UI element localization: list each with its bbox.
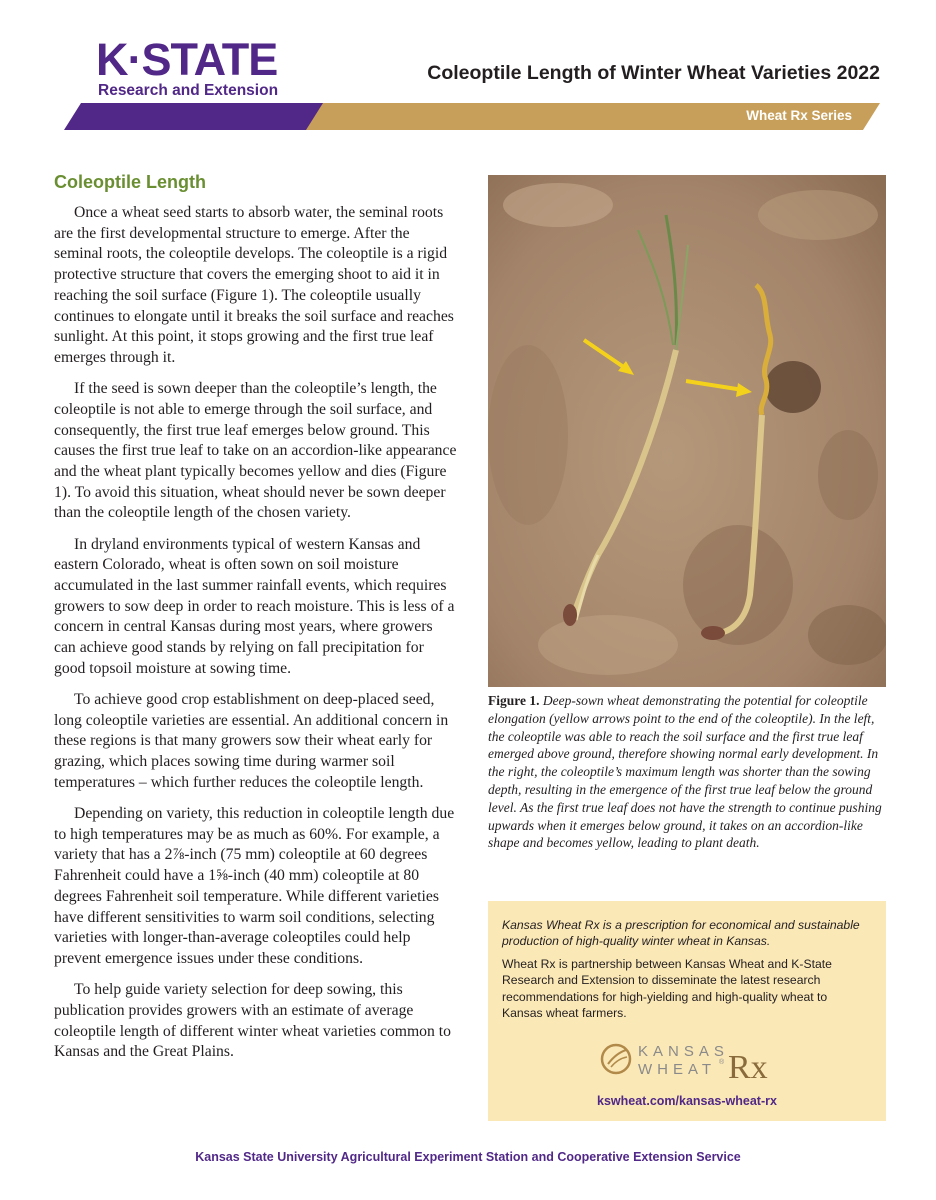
paragraph: Once a wheat seed starts to absorb water, the seminal roots are the first developmental structure to emerge. After the seminal roots, the coleoptile develops. The coleoptile is a rigid protective structure that covers the emerging shoot to aid it in reaching the soil surface (Figure 1). The coleoptile usually continues to elongate until it breaks the soil surface and reaches sunlight. At this point, it stops growing and the first true leaf emerges through it. xyxy=(54,204,454,366)
logo-kansas-text: KANSAS xyxy=(638,1043,729,1060)
logo-wheat-text: WHEAT xyxy=(638,1061,717,1078)
promo-intro: Kansas Wheat Rx is a prescription for economical and sustainable production of high-quality winter wheat in Kansas. xyxy=(502,918,860,949)
promo-body: Wheat Rx is partnership between Kansas Wheat and K-State Research and Extension to disseminate the latest research recommendations for high-yielding and high-quality wheat to Kansas wheat farmers. xyxy=(502,956,832,1021)
section-heading: Coleoptile Length xyxy=(54,172,206,192)
wheat-rx-promo-box xyxy=(488,901,886,1121)
series-label: Wheat Rx Series xyxy=(746,108,852,123)
document-title: Coleoptile Length of Winter Wheat Varieties 2022 xyxy=(427,62,880,84)
figure-caption-text: Deep-sown wheat demonstrating the potential for coleoptile elongation (yellow arrows point to the end of the coleoptile). In the left, the coleoptile was able to reach the soil surface and the first true leaf emerged above ground, therefore showing normal early development. In the right, the coleoptile’s maximum length was shorter than the sowing depth, resulting in the emergence of the first true leaf below the ground level. As the first true leaf does not have the strength to continue pushing upwards when it emerges below ground, it takes on an accordion-like shape and becomes yellow, leading to plant death. xyxy=(488,693,882,851)
figure-photo xyxy=(488,175,886,687)
figure-caption xyxy=(488,692,888,852)
kstate-logo xyxy=(96,34,306,100)
kswheat-link[interactable]: kswheat.com/kansas-wheat-rx xyxy=(597,1094,777,1108)
paragraph: In dryland environments typical of western Kansas and eastern Colorado, wheat is often sown on soil moisture accumulated in the last summer rainfall events, which requires growers to sow deep in order to reach moisture. This is less of a concern in central Kansas during most years, where growers can achieve good stands by relying on fall precipitation for good topsoil moisture at sowing time. xyxy=(54,535,455,677)
logo-subtitle: Research and Extension xyxy=(98,82,279,99)
kansas-wheat-rx-logo xyxy=(598,1034,778,1084)
header-band-purple xyxy=(64,103,328,130)
logo-wordmark: K·STATE xyxy=(96,34,278,85)
logo-trademark: ® xyxy=(719,1059,725,1066)
article-body xyxy=(54,203,458,1073)
paragraph: Depending on variety, this reduction in coleoptile length due to high temperatures may be as much as 60%. For example, a variety that has a 2⅞-inch (75 mm) coleoptile at 60 degrees Fahrenheit could have a 1⅝-inch (40 mm) coleoptile at 80 degrees Fahrenheit soil temperature. While different varieties have different sensitivities to warm soil conditions, selecting varieties with longer-than-average coleoptiles could help prevent emergence issues under these conditions. xyxy=(54,804,455,967)
paragraph: To help guide variety selection for deep sowing, this publication provides growers with an estimate of average coleoptile length of different winter wheat varieties common to Kansas and the Great Plains. xyxy=(54,981,451,1061)
paragraph: If the seed is sown deeper than the coleoptile’s length, the coleoptile is not able to emerge through the soil surface, and consequently, the first true leaf emerges below ground. This causes the first true leaf to take on an accordion-like appearance and the wheat plant typically becomes yellow and dies (Figure 1). To avoid this situation, wheat should never be sown deeper than the coleoptile length of the chosen variety. xyxy=(54,380,457,522)
wheat-emblem-icon xyxy=(602,1045,630,1073)
paragraph: To achieve good crop establishment on deep-placed seed, long coleoptile varieties are essential. An additional concern in these regions is that many growers sow their wheat early for grazing, which places sowing time during warmer soil temperatures – which further reduces the coleoptile length. xyxy=(54,690,449,791)
figure-label: Figure 1. xyxy=(488,693,540,708)
logo-rx-text: Rx xyxy=(728,1049,768,1084)
footer-text: Kansas State University Agricultural Experiment Station and Cooperative Extension Service xyxy=(195,1150,741,1164)
